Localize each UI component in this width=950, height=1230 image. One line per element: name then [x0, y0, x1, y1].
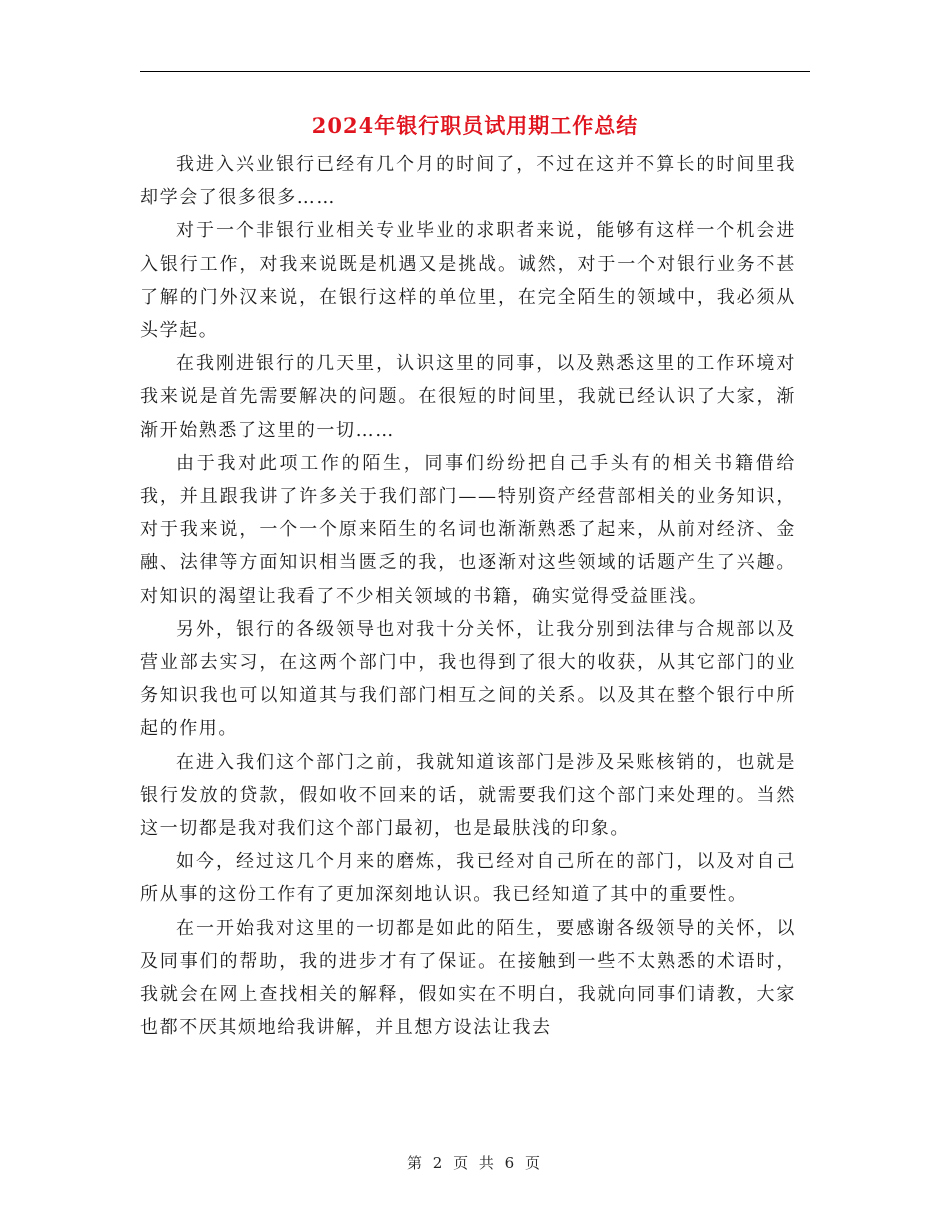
paragraph: 对于一个非银行业相关专业毕业的求职者来说，能够有这样一个机会进入银行工作，对我来说既是机遇又是挑战。诚然，对于一个对银行业务不甚了解的门外汉来说，在银行这样的单位里，在完全陌生的领域中，我必须从头学起。 [140, 220, 796, 342]
paragraph: 另外，银行的各级领导也对我十分关怀，让我分别到法律与合规部以及营业部去实习，在这两个部门中，我也得到了很大的收获，从其它部门的业务知识我也可以知道其与我们部门相互之间的关系。以及其在整个银行中所起的作用。 [140, 618, 796, 740]
paragraph: 我进入兴业银行已经有几个月的时间了，不过在这并不算长的时间里我却学会了很多很多…… [140, 154, 796, 209]
document-title: 2024年银行职员试用期工作总结 [311, 113, 639, 138]
paragraph: 由于我对此项工作的陌生，同事们纷纷把自己手头有的相关书籍借给我，并且跟我讲了许多关于我们部门——特别资产经营部相关的业务知识，对于我来说，一个一个原来陌生的名词也渐渐熟悉了起来，从前对经济、金融、法律等方面知识相当匮乏的我，也逐渐对这些领域的话题产生了兴趣。对知识的渴望让我看了不少相关领域的书籍，确实觉得受益匪浅。 [140, 452, 796, 607]
document-body [140, 148, 796, 1044]
paragraph: 在进入我们这个部门之前，我就知道该部门是涉及呆账核销的，也就是银行发放的贷款，假如收不回来的话，就需要我们这个部门来处理的。当然这一切都是我对我们这个部门最初，也是最肤浅的印象。 [140, 751, 796, 840]
page-footer: 第 2 页 共 6 页 [407, 1154, 543, 1172]
paragraph: 在我刚进银行的几天里，认识这里的同事，以及熟悉这里的工作环境对我来说是首先需要解决的问题。在很短的时间里，我就已经认识了大家，渐渐开始熟悉了这里的一切…… [140, 353, 796, 441]
paragraph: 在一开始我对这里的一切都是如此的陌生，要感谢各级领导的关怀，以及同事们的帮助，我的进步才有了保证。在接触到一些不太熟悉的术语时，我就会在网上查找相关的解释，假如实在不明白，我就向同事们请教，大家也都不厌其烦地给我讲解，并且想方设法让我去 [140, 917, 796, 1039]
header-rule [140, 71, 810, 72]
paragraph: 如今，经过这几个月来的磨炼，我已经对自己所在的部门，以及对自己所从事的这份工作有了更加深刻地认识。我已经知道了其中的重要性。 [140, 851, 796, 906]
